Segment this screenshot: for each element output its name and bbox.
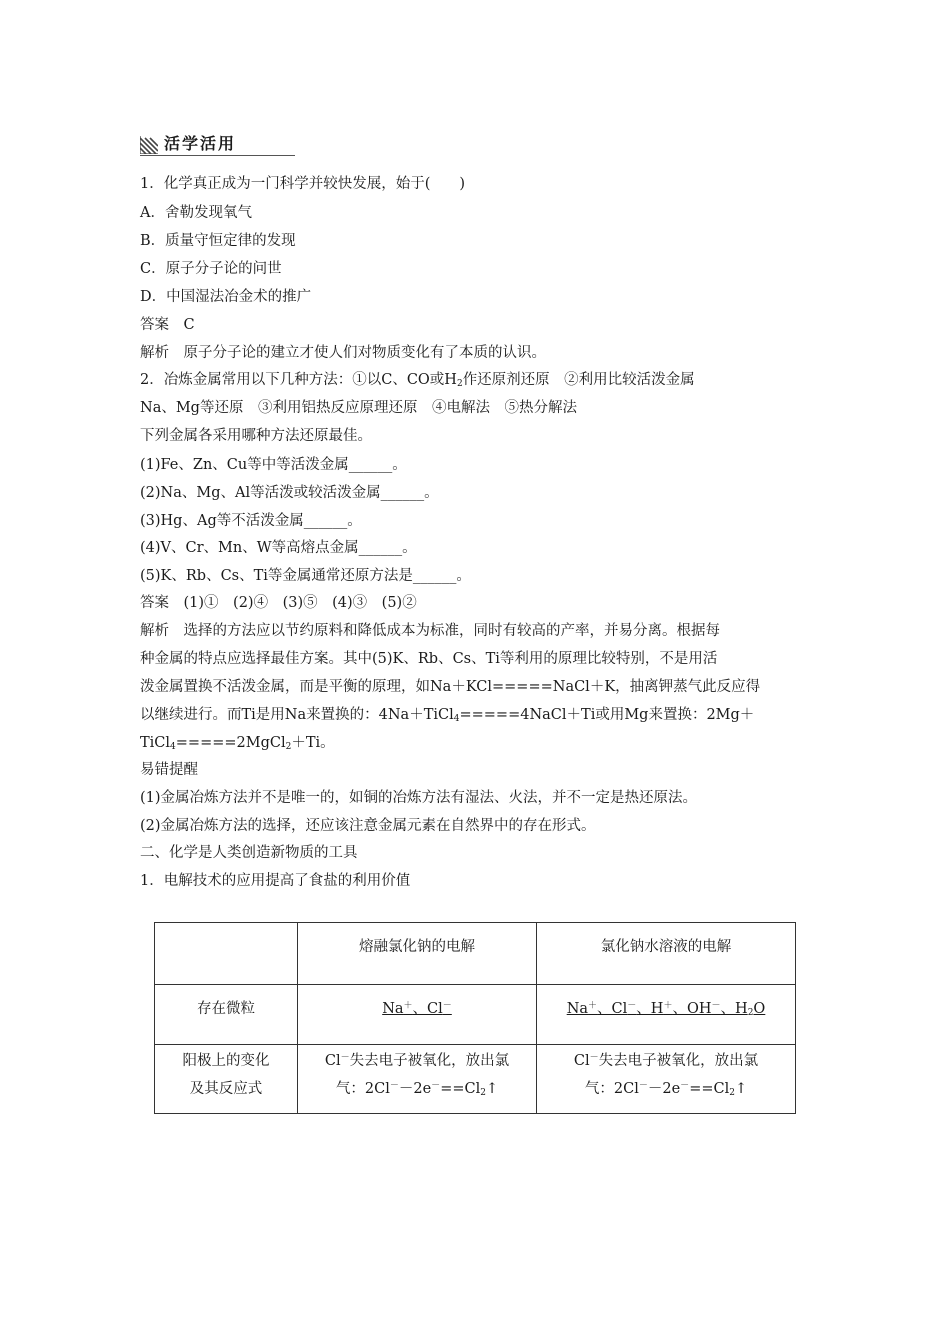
reaction-line: Cl－失去电子被氧化，放出氯 xyxy=(324,1053,510,1069)
section-header xyxy=(140,134,295,156)
q1-option-c: C．原子分子论的问世 xyxy=(140,261,282,277)
row-label-line: 及其反应式 xyxy=(189,1081,263,1097)
q2-item-2: (2)Na、Mg、Al等活泼或较活泼金属______。 xyxy=(140,485,439,501)
analysis-text: =====2MgCl xyxy=(175,735,286,751)
q1-analysis: 解析 原子分子论的建立才使人们对物质变化有了本质的认识。 xyxy=(140,345,546,361)
q2-answer: 答案 (1)① (2)④ (3)⑤ (4)③ (5)② xyxy=(140,595,417,611)
q2-stem-line-1 xyxy=(140,370,820,390)
q1-answer: 答案 C xyxy=(140,317,195,333)
analysis-text: 以继续进行。而Ti是用Na来置换的：4Na＋TiCl xyxy=(140,707,454,723)
electrolysis-table xyxy=(154,922,796,1114)
reaction-line: 气：$2Cl^--2e^-==Cl_2↑$ xyxy=(584,1081,748,1098)
subscript: 4 xyxy=(170,742,176,752)
q2-stem-tail: 作还原剂还原 ②利用比较活泼金属 xyxy=(462,372,695,388)
q1-option-d: D．中国湿法冶金术的推广 xyxy=(140,289,312,305)
analysis-text: TiCl xyxy=(140,735,171,751)
aqueous-anode-reaction xyxy=(537,1047,795,1103)
subscript: 2 xyxy=(456,379,463,389)
subscript: 4 xyxy=(453,714,460,724)
table-divider xyxy=(155,1044,795,1045)
row-label-particles: 存在微粒 xyxy=(197,1001,255,1017)
section-two-heading: 二、化学是人类创造新物质的工具 xyxy=(140,845,358,861)
q2-analysis-line-4 xyxy=(140,705,820,725)
tips-item-1: (1)金属冶炼方法并不是唯一的，如铜的冶炼方法有湿法、火法，并不一定是热还原法。 xyxy=(140,790,698,806)
q2-item-3: (3)Hg、Ag等不活泼金属______。 xyxy=(140,513,362,529)
particles-underlined: Na＋、Cl－ xyxy=(382,1001,452,1017)
row-label-line: 阳极上的变化 xyxy=(182,1053,270,1069)
reaction-line: 气：$2Cl^--2e^-==Cl_2↑$ xyxy=(335,1081,499,1098)
q1-stem: 1．化学真正成为一门科学并较快发展，始于( ) xyxy=(140,176,466,192)
aqueous-particles xyxy=(537,997,795,1021)
col-header-molten: 熔融氯化钠的电解 xyxy=(359,939,475,955)
analysis-text: =====4NaCl＋Ti或用Mg来置换：2Mg＋ xyxy=(459,707,755,723)
q2-stem-line-3: 下列金属各采用哪种方法还原最佳。 xyxy=(140,428,372,444)
q2-analysis-line-3: 泼金属置换不活泼金属，而是平衡的原理，如Na＋KCl=====NaCl＋K，抽离钾蒸气此反应得 xyxy=(140,679,761,695)
table-divider xyxy=(155,984,795,985)
q2-analysis-line-5 xyxy=(140,733,820,753)
subscript: 2 xyxy=(285,742,292,752)
analysis-text: ＋Ti。 xyxy=(291,735,335,751)
q2-item-1: (1)Fe、Zn、Cu等中等活泼金属______。 xyxy=(140,457,407,473)
diagonal-lines-icon xyxy=(140,136,158,154)
q2-stem-line-2: Na、Mg等还原 ③利用铝热反应原理还原 ④电解法 ⑤热分解法 xyxy=(140,400,577,416)
reaction-line: Cl－失去电子被氧化，放出氯 xyxy=(573,1053,759,1069)
q2-analysis-line-2: 种金属的特点应选择最佳方案。其中(5)K、Rb、Cs、Ti等利用的原理比较特别，不是用活 xyxy=(140,651,718,667)
subsection-heading: 1．电解技术的应用提高了食盐的利用价值 xyxy=(140,873,411,889)
row-label-anode xyxy=(155,1047,297,1103)
molten-particles xyxy=(298,997,536,1021)
section-title: 活学活用 xyxy=(164,134,237,153)
particles-underlined: Na＋、Cl－、H＋、OH－、$H_2O$ xyxy=(566,1001,766,1018)
q2-item-5: (5)K、Rb、Cs、Ti等金属通常还原方法是______。 xyxy=(140,568,471,584)
q1-option-a: A．舍勒发现氧气 xyxy=(140,205,252,221)
q2-analysis-line-1: 解析 选择的方法应以节约原料和降低成本为标准，同时有较高的产率，并易分离。根据每 xyxy=(140,623,720,639)
q2-item-4: (4)V、Cr、Mn、W等高熔点金属______。 xyxy=(140,540,417,556)
col-header-aqueous: 氯化钠水溶液的电解 xyxy=(600,939,732,955)
tips-item-2: (2)金属冶炼方法的选择，还应该注意金属元素在自然界中的存在形式。 xyxy=(140,818,596,834)
q2-stem-text: 2．冶炼金属常用以下几种方法：①以C、CO或H xyxy=(140,372,457,388)
q1-option-b: B．质量守恒定律的发现 xyxy=(140,233,296,249)
header-underline xyxy=(140,155,295,156)
molten-anode-reaction xyxy=(298,1047,536,1103)
tips-title: 易错提醒 xyxy=(140,762,198,778)
